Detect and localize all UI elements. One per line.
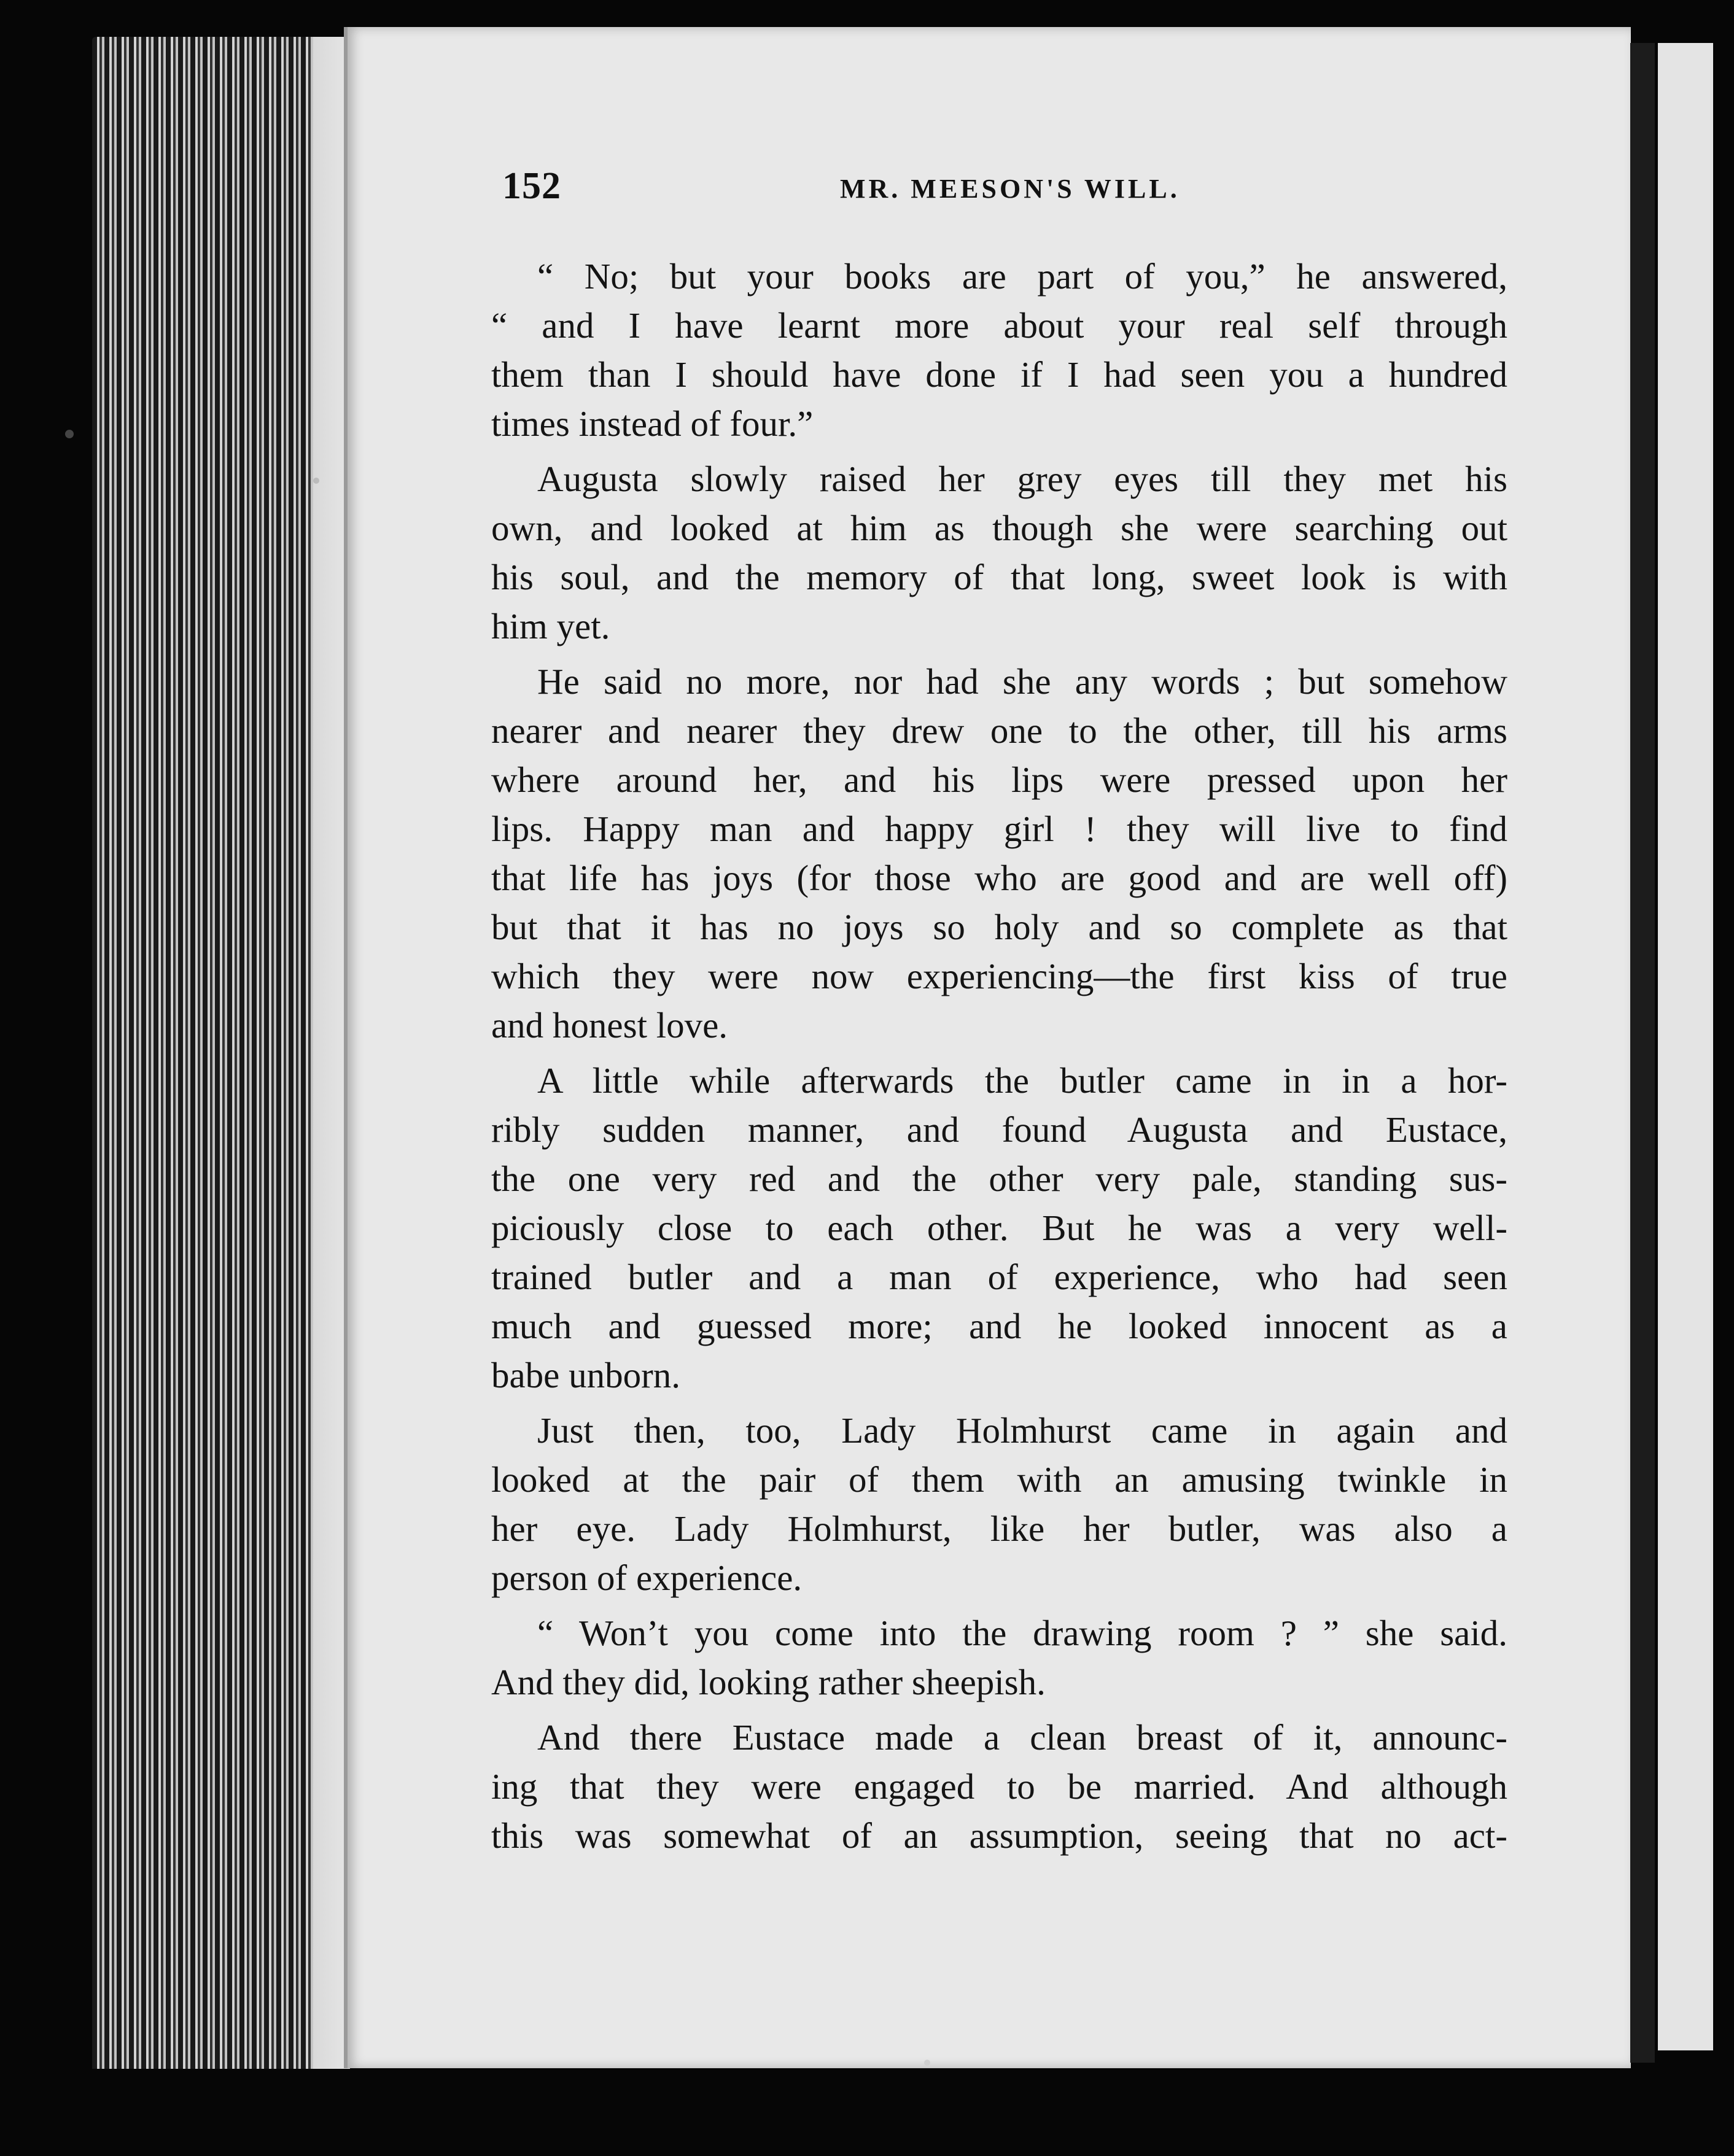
text-line: her eye. Lady Holmhurst, like her butler, was also a xyxy=(491,1508,1507,1549)
text-line: “ and I have learnt more about your real self through xyxy=(491,305,1507,346)
text-line: and honest love. xyxy=(491,1005,728,1045)
text-line: Augusta slowly raised her grey eyes till they met his xyxy=(537,459,1507,499)
text-line: “ Won’t you come into the drawing room ? ” she said. xyxy=(537,1613,1507,1653)
text-line: babe unborn. xyxy=(491,1355,681,1395)
page-gutter-shadow xyxy=(1630,43,1655,2063)
text-line: person of experience. xyxy=(491,1557,803,1598)
body-text xyxy=(491,252,1507,1866)
page-edges xyxy=(92,37,350,2069)
running-head xyxy=(502,165,1258,220)
speck xyxy=(65,430,74,438)
page-number: 152 xyxy=(502,165,561,207)
text-line: Just then, too, Lady Holmhurst came in again and xyxy=(537,1410,1507,1451)
text-line: trained butler and a man of experience, who had seen xyxy=(491,1257,1507,1297)
text-line: And there Eustace made a clean breast of it, announc- xyxy=(537,1717,1507,1758)
paragraph xyxy=(491,454,1507,651)
paragraph xyxy=(491,1056,1507,1400)
text-line: ribly sudden manner, and found Augusta and Eustace, xyxy=(491,1109,1507,1150)
text-line: ing that they were engaged to be married. And although xyxy=(491,1766,1507,1807)
text-line: own, and looked at him as though she were searching out xyxy=(491,508,1507,548)
text-line: He said no more, nor had she any words ; but somehow xyxy=(537,661,1507,702)
text-line: times instead of four.” xyxy=(491,403,814,444)
text-line: his soul, and the memory of that long, sweet look is with xyxy=(491,557,1507,597)
paragraph xyxy=(491,657,1507,1050)
text-line: which they were now experiencing—the first kiss of true xyxy=(491,956,1507,996)
text-line: the one very red and the other very pale, standing sus- xyxy=(491,1158,1507,1199)
text-line: “ No; but your books are part of you,” he answered, xyxy=(537,256,1507,297)
text-line: this was somewhat of an assumption, seeing that no act- xyxy=(491,1815,1507,1856)
paragraph xyxy=(491,252,1507,448)
speck xyxy=(924,2060,930,2066)
paragraph xyxy=(491,1713,1507,1860)
text-line: And they did, looking rather sheepish. xyxy=(491,1662,1046,1702)
text-line: piciously close to each other. But he was a very well- xyxy=(491,1208,1507,1248)
text-line: that life has joys (for those who are good and are well off) xyxy=(491,858,1507,898)
text-line: nearer and nearer they drew one to the other, till his arms xyxy=(491,710,1507,751)
text-line: him yet. xyxy=(491,606,610,646)
running-title: MR. MEESON'S WILL. xyxy=(840,174,1180,204)
text-line: where around her, and his lips were pressed upon her xyxy=(491,759,1507,800)
text-line: A little while afterwards the butler came in in a hor- xyxy=(537,1060,1507,1101)
paragraph xyxy=(491,1406,1507,1602)
next-page-edge xyxy=(1658,43,1713,2050)
paragraph xyxy=(491,1608,1507,1707)
text-line: them than I should have done if I had seen you a hundred xyxy=(491,354,1507,395)
text-line: lips. Happy man and happy girl ! they will live to find xyxy=(491,808,1507,849)
text-line: looked at the pair of them with an amusing twinkle in xyxy=(491,1459,1507,1500)
text-line: much and guessed more; and he looked innocent as a xyxy=(491,1306,1507,1346)
text-line: but that it has no joys so holy and so complete as that xyxy=(491,907,1507,947)
speck xyxy=(313,478,319,484)
